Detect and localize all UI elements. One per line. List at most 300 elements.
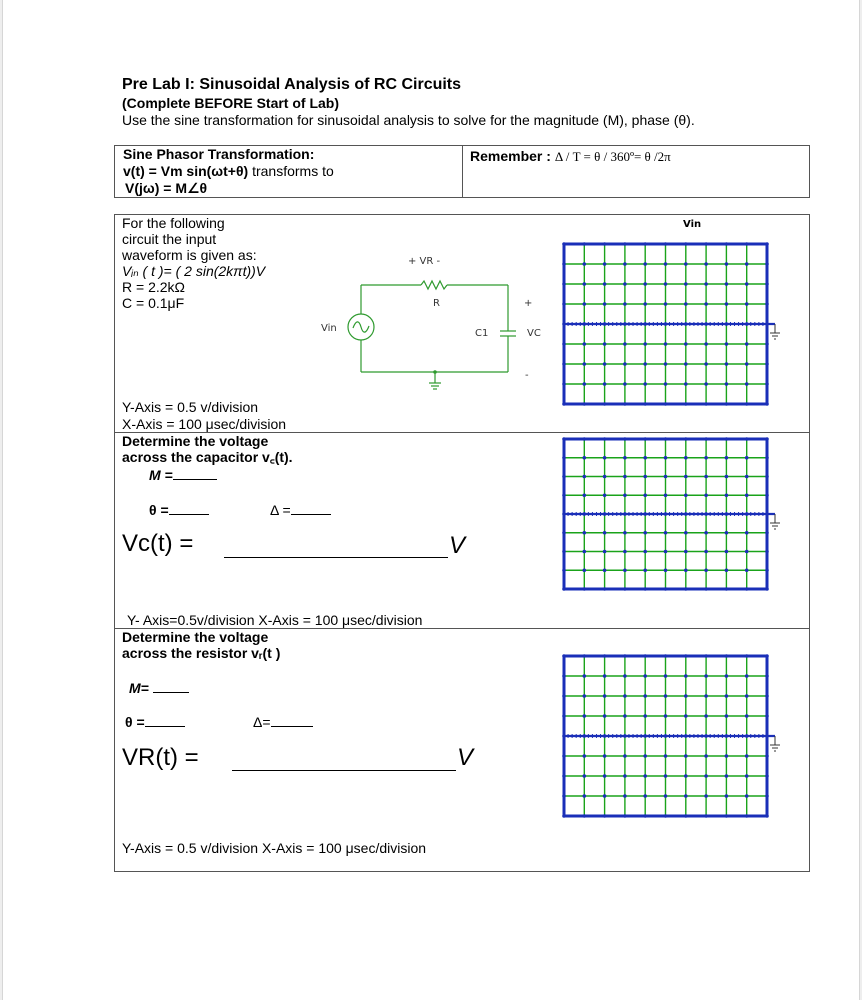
grid-dot [684,493,688,497]
magnitude-blank[interactable] [173,467,217,480]
grid-dot [725,654,729,658]
grid-dot [623,362,627,366]
grid-dot [745,262,749,266]
grid-dot [725,568,729,572]
phase-blank-2[interactable] [145,714,185,727]
grid-dot [725,456,729,460]
grid-dot [603,714,607,718]
section3-answer-line[interactable] [232,770,456,771]
grid-dot [562,814,566,818]
grid-dot [765,674,769,678]
grid-dot [603,674,607,678]
grid-dot [684,694,688,698]
grid-dot [562,475,566,479]
grid-dot [643,382,647,386]
grid-dot [664,794,668,798]
grid-dot [745,587,749,591]
grid-dot [623,754,627,758]
grid-dot [664,493,668,497]
grid-dot [745,437,749,441]
grid-dot [623,302,627,306]
grid-dot [664,382,668,386]
grid-dot [643,302,647,306]
grid-dot [725,402,729,406]
section2-delta [270,502,331,518]
grid-dot [603,814,607,818]
grid-dot [684,475,688,479]
grid-dot [765,342,769,346]
grid-dot [725,475,729,479]
grid-dot [562,242,566,246]
grid-dot [684,714,688,718]
scope1-label: Vin [683,219,702,230]
grid-dot [684,550,688,554]
grid-dot [603,493,607,497]
remember-text: Δ / T = θ / 360º= θ /2π [554,149,671,164]
grid-dot [603,568,607,572]
transformation-heading: Sine Phasor Transformation: [123,146,315,162]
grid-dot [745,456,749,460]
grid-dot [643,493,647,497]
grid-dot [684,654,688,658]
section1-x-axis: X-Axis = 100 μsec/division [122,416,287,432]
grid-dot [643,694,647,698]
grid-dot [643,568,647,572]
grid-dot [643,437,647,441]
section3-function: VR(t) = [122,744,199,771]
grid-dot [765,568,769,572]
grid-dot [664,654,668,658]
transformation-formula: v(t) = Vm sin(ωt+θ) [123,163,249,179]
grid-dot [643,362,647,366]
grid-dot [643,475,647,479]
grid-dot [583,531,587,535]
grid-dot [623,774,627,778]
vr-label: + VR - [408,256,441,267]
grid-dot [603,242,607,246]
grid-dot [745,282,749,286]
grid-dot [583,302,587,306]
grid-dot [725,342,729,346]
grid-dot [725,714,729,718]
grid-dot [623,437,627,441]
grid-dot [643,674,647,678]
grid-dot [725,282,729,286]
grid-dot [725,437,729,441]
grid-dot [684,402,688,406]
grid-dot [765,694,769,698]
grid-dot [623,550,627,554]
grid-dot [725,382,729,386]
scope-grid-resistor [559,652,783,822]
grid-dot [643,654,647,658]
grid-dot [623,456,627,460]
grid-dot [603,262,607,266]
grid-dot [603,302,607,306]
grid-dot [765,302,769,306]
grid-dot [583,362,587,366]
grid-dot [562,456,566,460]
scope-grid-vin [559,240,783,410]
grid-dot [684,282,688,286]
grid-dot [603,550,607,554]
grid-dot [603,456,607,460]
grid-dot [684,242,688,246]
grid-dot [704,302,708,306]
grid-dot [562,587,566,591]
grid-dot [623,674,627,678]
grid-dot [704,437,708,441]
grid-dot [643,456,647,460]
vc-plus-label: + [524,298,533,309]
grid-dot [562,568,566,572]
delta-label-2: Δ= [253,714,271,730]
grid-dot [725,362,729,366]
grid-dot [745,654,749,658]
grid-dot [643,402,647,406]
grid-dot [725,242,729,246]
vin-equation: Vᵢₙ ( t )= ( 2 sin(2kπt))V [122,263,266,279]
desc-line-1: For the following [122,215,225,231]
grid-dot [623,382,627,386]
grid-dot [765,456,769,460]
grid-dot [664,282,668,286]
section1-description [122,215,265,311]
grid-dot [725,531,729,535]
rc-circuit-diagram [318,250,548,400]
grid-dot [765,282,769,286]
grid-dot [583,774,587,778]
grid-dot [603,587,607,591]
grid-dot [704,531,708,535]
section2-axis-text: Y- Axis=0.5v/division X-Axis = 100 μsec/division [127,612,423,628]
grid-dot [603,694,607,698]
grid-dot [643,714,647,718]
transformation-line2: V(jω) = M∠θ [125,180,208,196]
grid-dot [664,587,668,591]
grid-dot [583,475,587,479]
grid-dot [725,674,729,678]
grid-dot [623,531,627,535]
grid-dot [704,242,708,246]
grid-dot [643,262,647,266]
grid-dot [765,382,769,386]
grid-dot [583,437,587,441]
remember-label: Remember : [470,148,551,164]
grid-dot [704,754,708,758]
grid-dot [623,694,627,698]
grid-dot [583,694,587,698]
grid-dot [562,714,566,718]
grid-dot [583,262,587,266]
grid-dot [664,674,668,678]
grid-dot [745,302,749,306]
grid-dot [603,654,607,658]
section2-unit: V [449,532,466,559]
grid-dot [562,654,566,658]
grid-dot [603,282,607,286]
grid-dot [664,242,668,246]
section2-answer-line[interactable] [224,557,448,558]
grid-dot [562,694,566,698]
grid-dot [684,262,688,266]
grid-dot [664,475,668,479]
section2-heading-line1: Determine the voltage [122,433,269,449]
grid-dot [745,568,749,572]
grid-dot [745,794,749,798]
grid-dot [583,550,587,554]
delta-blank-2[interactable] [271,714,313,727]
grid-dot [562,282,566,286]
grid-dot [765,493,769,497]
grid-dot [623,342,627,346]
grid-dot [684,674,688,678]
grid-dot [562,362,566,366]
transformation-line1 [123,163,334,179]
grid-dot [765,475,769,479]
grid-dot [583,342,587,346]
grid-dot [623,475,627,479]
grid-dot [725,587,729,591]
grid-dot [583,794,587,798]
grid-dot [725,754,729,758]
grid-dot [664,714,668,718]
grid-dot [745,382,749,386]
grid-dot [745,402,749,406]
grid-dot [562,531,566,535]
grid-dot [704,654,708,658]
grid-dot [745,475,749,479]
grid-dot [603,362,607,366]
grid-dot [745,242,749,246]
grid-dot [603,794,607,798]
phase-blank[interactable] [169,502,209,515]
grid-dot [562,674,566,678]
grid-dot [664,550,668,554]
grid-dot [725,694,729,698]
grid-dot [704,674,708,678]
grid-dot [583,568,587,572]
section2-function: Vc(t) = [122,530,194,557]
grid-dot [643,774,647,778]
page-subtitle: (Complete BEFORE Start of Lab) [122,95,340,111]
section3-axis-text: Y-Axis = 0.5 v/division X-Axis = 100 μsec/division [122,840,427,856]
grid-dot [603,754,607,758]
ground-node-dot [433,370,437,374]
document-page [2,0,860,1000]
delta-label: Δ = [270,502,291,518]
grid-dot [583,674,587,678]
transformation-suffix: transforms to [248,163,334,179]
section3-delta [253,714,313,730]
section2-phase [149,502,209,518]
grid-dot [765,362,769,366]
grid-dot [684,814,688,818]
grid-dot [704,587,708,591]
grid-dot [603,531,607,535]
grid-dot [684,794,688,798]
grid-dot [765,774,769,778]
grid-dot [664,531,668,535]
grid-dot [684,754,688,758]
grid-dot [603,382,607,386]
grid-dot [684,362,688,366]
grid-dot [623,714,627,718]
section3-magnitude [129,680,189,696]
grid-dot [583,456,587,460]
grid-dot [623,402,627,406]
grid-dot [603,774,607,778]
grid-dot [562,550,566,554]
grid-dot [562,437,566,441]
grid-dot [725,774,729,778]
grid-dot [623,794,627,798]
resistor-value: R = 2.2kΩ [122,279,185,295]
grid-dot [664,456,668,460]
grid-dot [562,794,566,798]
phase-label-2: θ = [125,714,145,730]
page-title: Pre Lab I: Sinusoidal Analysis of RC Circuits [122,76,462,93]
grid-dot [684,382,688,386]
grid-dot [643,550,647,554]
grid-dot [562,402,566,406]
grid-dot [765,794,769,798]
grid-dot [745,694,749,698]
grid-dot [745,754,749,758]
grid-dot [704,550,708,554]
grid-dot [765,262,769,266]
grid-dot [623,282,627,286]
grid-dot [745,674,749,678]
grid-dot [684,437,688,441]
section1-y-axis: Y-Axis = 0.5 v/division [122,399,259,415]
section3-heading-line2: across the resistor vᵣ(t ) [122,645,281,661]
r-label: R [433,298,440,309]
grid-dot [765,437,769,441]
grid-dot [603,342,607,346]
grid-dot [643,531,647,535]
grid-dot [603,475,607,479]
grid-dot [562,754,566,758]
capacitor-value: C = 0.1μF [122,295,185,311]
grid-dot [765,242,769,246]
grid-dot [725,550,729,554]
transformation-box [114,145,810,198]
grid-dot [643,282,647,286]
vc-label: VC [527,328,541,339]
grid-dot [583,402,587,406]
grid-dot [704,282,708,286]
resistor-symbol [421,281,447,289]
grid-dot [745,342,749,346]
section2-heading [122,433,293,465]
grid-dot [745,814,749,818]
grid-dot [664,362,668,366]
grid-dot [765,402,769,406]
grid-dot [704,382,708,386]
section3-phase [125,714,185,730]
magnitude-label: M = [149,467,173,483]
grid-dot [704,568,708,572]
grid-dot [704,456,708,460]
grid-dot [725,262,729,266]
grid-dot [583,754,587,758]
grid-dot [664,754,668,758]
grid-dot [664,437,668,441]
grid-dot [765,587,769,591]
magnitude-label-2: M= [129,680,149,696]
section2-magnitude [149,467,217,483]
remember-note [470,148,671,165]
grid-dot [745,714,749,718]
grid-dot [725,302,729,306]
desc-line-3: waveform is given as: [122,247,257,263]
grid-dot [684,587,688,591]
section3-heading [122,629,280,661]
grid-dot [643,587,647,591]
grid-dot [623,493,627,497]
grid-dot [684,302,688,306]
grid-dot [684,456,688,460]
vin-label: Vin [321,323,337,334]
grid-dot [603,402,607,406]
grid-dot [704,262,708,266]
grid-dot [725,794,729,798]
section3-heading-line1: Determine the voltage [122,629,269,645]
grid-dot [643,754,647,758]
delta-blank[interactable] [291,502,331,515]
grid-dot [562,493,566,497]
grid-dot [704,475,708,479]
grid-dot [643,814,647,818]
grid-dot [623,568,627,572]
grid-dot [745,774,749,778]
grid-dot [664,342,668,346]
grid-dot [583,242,587,246]
grid-dot [562,774,566,778]
grid-dot [583,654,587,658]
grid-dot [562,262,566,266]
grid-dot [583,587,587,591]
grid-dot [704,774,708,778]
grid-dot [562,342,566,346]
grid-dot [745,550,749,554]
grid-dot [745,493,749,497]
grid-dot [704,493,708,497]
magnitude-blank-2[interactable] [153,680,189,693]
grid-dot [583,382,587,386]
desc-line-2: circuit the input [122,231,217,247]
phase-label: θ = [149,502,169,518]
grid-dot [765,754,769,758]
grid-dot [765,550,769,554]
grid-dot [664,402,668,406]
grid-dot [765,814,769,818]
grid-dot [684,531,688,535]
vc-minus-label: - [525,370,529,381]
grid-dot [623,654,627,658]
grid-dot [583,282,587,286]
c1-label: C1 [475,328,489,339]
grid-dot [725,493,729,497]
grid-dot [623,587,627,591]
grid-dot [623,262,627,266]
grid-dot [664,568,668,572]
grid-dot [643,794,647,798]
grid-dot [664,694,668,698]
transformation-divider [462,145,463,198]
grid-dot [704,362,708,366]
